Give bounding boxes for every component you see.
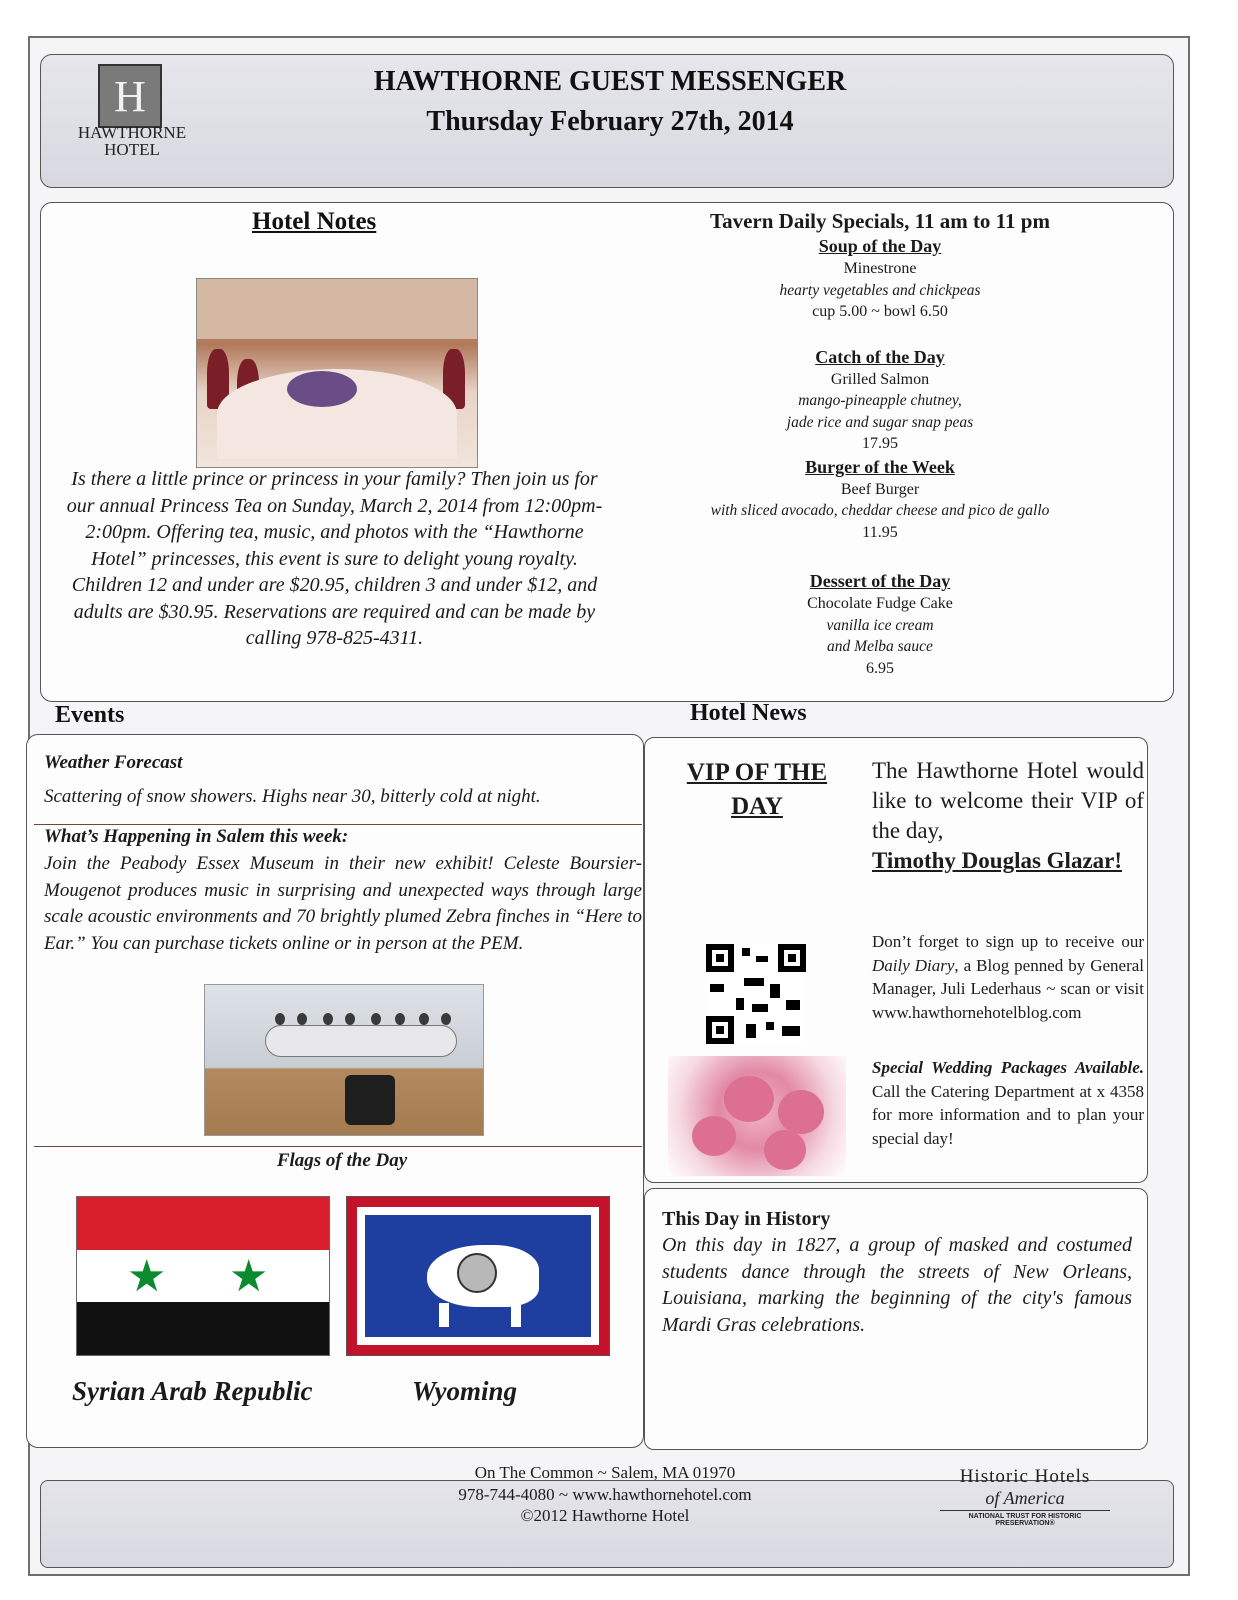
soup-desc: hearty vegetables and chickpeas: [779, 281, 981, 299]
hotel-news-heading: Hotel News: [690, 700, 807, 726]
footer-contact: [400, 1462, 810, 1527]
catch-price: 17.95: [862, 435, 898, 452]
burger-price: 11.95: [862, 523, 898, 541]
footer-phone-web[interactable]: 978-744-4080 ~ www.hawthornehotel.com: [458, 1484, 752, 1504]
wyoming-flag: [346, 1196, 610, 1356]
princess-tea-paragraph: Is there a little prince or princess in your family? Then join us for our annual Princess Tea on Sunday, March 2, 2014 from 12:00pm-2:00pm. Offering tea, music, and photos with the “Hawthorne Hotel” princesses, this event is sure to delight young royalty. Children 12 and under are $20.95, children 3 and under $12, and adults are $30.95. Reservations are required and can be made by calling 978-825-4311.: [66, 468, 603, 649]
vip-name: Timothy Douglas Glazar!: [872, 848, 1123, 873]
finches-guitar-photo: [204, 984, 484, 1136]
qr-code-icon[interactable]: [706, 944, 806, 1044]
hotel-logo-icon: H: [98, 64, 162, 128]
diary-text-start: Don’t forget to sign up to receive our: [872, 932, 1144, 951]
tavern-title: Tavern Daily Specials, 11 am to 11 pm: [710, 209, 1050, 233]
hha-line-2: of America: [985, 1488, 1065, 1508]
wedding-body: Call the Catering Department at x 4358 for more information and to plan your special day!: [872, 1081, 1144, 1148]
happening-heading: What’s Happening in Salem this week:: [44, 826, 349, 847]
flag-name-syria: Syrian Arab Republic: [72, 1376, 313, 1406]
newsletter-date: Thursday February 27th, 2014: [426, 106, 794, 137]
daily-diary-text: [872, 930, 1144, 1024]
hha-line-1: Historic Hotels: [959, 1466, 1091, 1487]
dessert-desc-2: and Melba sauce: [827, 638, 933, 655]
catch-desc-1: mango-pineapple chutney,: [798, 392, 962, 409]
dessert-name: Chocolate Fudge Cake: [807, 595, 953, 612]
flags-heading: Flags of the Day: [276, 1150, 408, 1171]
soup-price: cup 5.00 ~ bowl 6.50: [812, 303, 948, 320]
catch-name: Grilled Salmon: [830, 370, 930, 388]
events-divider: [34, 824, 642, 825]
star-icon: ★: [229, 1251, 269, 1302]
history-heading: This Day in History: [662, 1208, 831, 1230]
flags-divider: [34, 1146, 642, 1147]
hotel-notes-heading: Hotel Notes: [252, 208, 377, 235]
soup-name: Minestrone: [843, 260, 917, 277]
wedding-text: [872, 1056, 1144, 1150]
dessert-price: 6.95: [866, 659, 894, 677]
weather-heading: Weather Forecast: [44, 752, 183, 773]
diary-title: Daily Diary: [872, 955, 955, 975]
dessert-desc-1: vanilla ice cream: [826, 616, 934, 634]
hha-line-3: NATIONAL TRUST FOR HISTORIC PRESERVATION®: [940, 1510, 1110, 1527]
dessert-heading: Dessert of the Day: [809, 571, 951, 591]
vip-welcome-text: The Hawthorne Hotel would like to welcome their VIP of the day,: [872, 758, 1144, 843]
catch-heading: Catch of the Day: [815, 346, 945, 367]
events-heading: Events: [55, 702, 125, 728]
syria-flag: [76, 1196, 330, 1356]
historic-hotels-logo: [940, 1466, 1110, 1527]
burger-heading: Burger of the Week: [805, 456, 955, 477]
catch-desc-2: jade rice and sugar snap peas: [786, 413, 974, 431]
flag-name-wyoming: Wyoming: [412, 1376, 518, 1406]
burger-name: Beef Burger: [840, 480, 920, 498]
wedding-heading: Special Wedding Packages Available.: [872, 1058, 1144, 1077]
burger-desc: with sliced avocado, cheddar cheese and pico de gallo: [710, 502, 1050, 519]
weather-text: Scattering of snow showers. Highs near 30, bitterly cold at night.: [44, 786, 541, 807]
footer-copyright: ©2012 Hawthorne Hotel: [520, 1506, 690, 1525]
vip-welcome: [872, 756, 1144, 876]
tavern-specials: [640, 208, 1120, 679]
history-text: On this day in 1827, a group of masked and costumed students dance through the streets of New Orleans, Louisiana, marking the beginning of the city's famous Mardi Gras celebrations.: [662, 1234, 1132, 1336]
soup-heading: Soup of the Day: [818, 236, 942, 256]
happening-text: Join the Peabody Essex Museum in their new exhibit! Celeste Boursier-Mougenot produces music in surprising and unexpected ways through large scale acoustic environments and 70 brightly plumed Zebra finches in “Here to Ear.” You can purchase tickets online or in person at the PEM.: [44, 853, 642, 954]
roses-photo: [668, 1056, 846, 1176]
diary-text-end: , a Blog penned by General Manager, Juli Lederhaus ~ scan or visit www.hawthornehotelblog.com: [872, 955, 1144, 1022]
newsletter-title: HAWTHORNE GUEST MESSENGER: [373, 66, 847, 97]
hotel-logo-name: HAWTHORNE HOTEL: [77, 123, 187, 159]
footer-address: On The Common ~ Salem, MA 01970: [474, 1463, 736, 1482]
vip-heading: VIP OF THE DAY: [686, 759, 828, 820]
star-icon: ★: [127, 1251, 167, 1302]
bison-icon: [427, 1245, 539, 1307]
tea-room-photo: [196, 278, 478, 468]
